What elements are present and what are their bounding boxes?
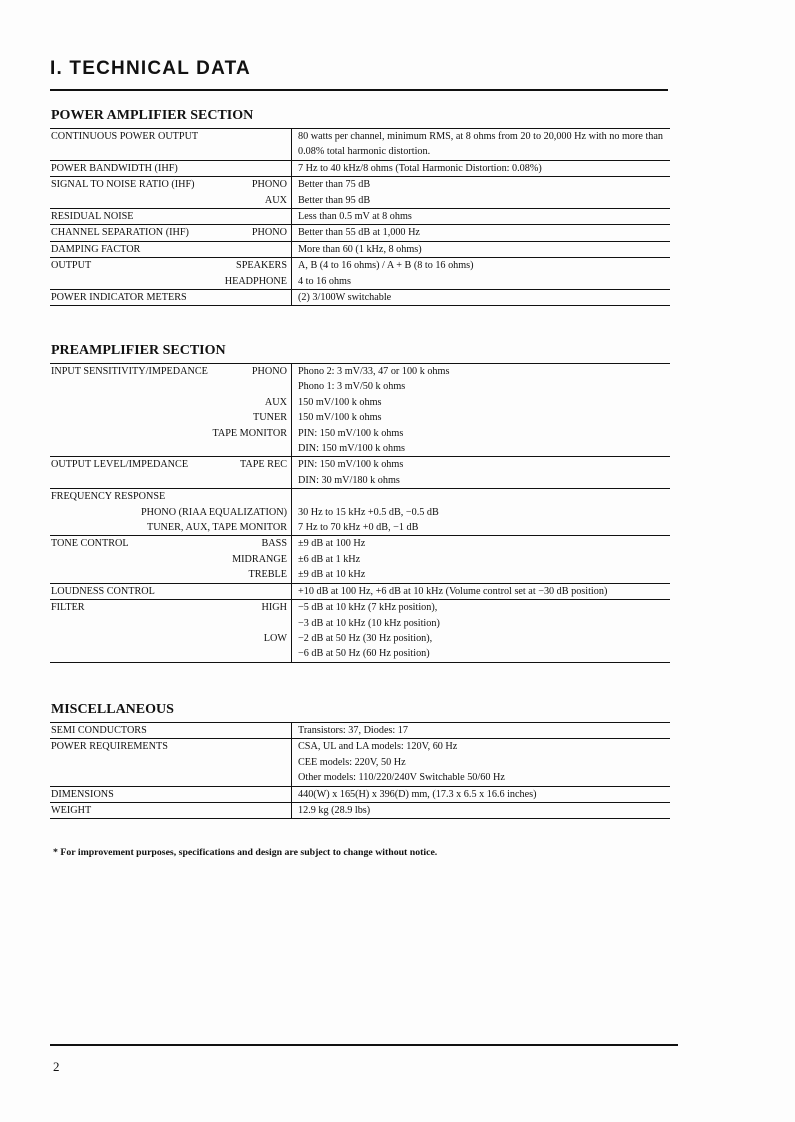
spec-value: Less than 0.5 mV at 8 ohms xyxy=(292,209,671,225)
table-row xyxy=(50,410,670,425)
spec-sublabel: BASS xyxy=(219,536,292,552)
spec-label: DAMPING FACTOR xyxy=(50,241,219,257)
spec-value: 30 Hz to 15 kHz +0.5 dB, −0.5 dB xyxy=(292,505,671,520)
spec-label: INPUT SENSITIVITY/IMPEDANCE xyxy=(50,364,219,380)
spec-value: 80 watts per channel, minimum RMS, at 8 ohms from 20 to 20,000 Hz with no more than 0.08% total harmonic distortion. xyxy=(292,129,671,161)
power-amplifier-section xyxy=(50,108,670,306)
spec-label: OUTPUT xyxy=(50,258,219,274)
spec-sublabel: TUNER, AUX, TAPE MONITOR xyxy=(146,522,287,534)
spec-sublabel xyxy=(219,209,292,225)
table-row xyxy=(50,364,670,380)
spec-sublabel: AUX xyxy=(264,396,287,408)
table-row xyxy=(50,755,670,770)
spec-sublabel xyxy=(219,241,292,257)
spec-label xyxy=(50,274,219,290)
table-row xyxy=(50,616,670,631)
spec-value: More than 60 (1 kHz, 8 ohms) xyxy=(292,241,671,257)
spec-label: POWER INDICATOR METERS xyxy=(50,290,219,306)
table-row xyxy=(50,770,670,786)
spec-value: Better than 95 dB xyxy=(292,193,671,209)
table-row xyxy=(50,379,670,394)
spec-label xyxy=(50,193,219,209)
spec-sublabel xyxy=(219,129,292,161)
spec-sublabel xyxy=(219,723,292,739)
spec-value: A, B (4 to 16 ohms) / A + B (8 to 16 ohms) xyxy=(292,258,671,274)
table-row xyxy=(50,723,670,739)
table-row xyxy=(50,225,670,241)
spec-sublabel xyxy=(219,489,292,505)
table-row xyxy=(50,739,670,755)
spec-value: −6 dB at 50 Hz (60 Hz position) xyxy=(292,646,671,662)
spec-value: DIN: 30 mV/180 k ohms xyxy=(292,473,671,489)
spec-value xyxy=(292,489,671,505)
spec-sublabel: HIGH xyxy=(219,600,292,616)
spec-sublabel: TUNER xyxy=(253,412,287,424)
spec-sublabel xyxy=(219,473,292,489)
table-row xyxy=(50,241,670,257)
spec-value: 7 Hz to 40 kHz/8 ohms (Total Harmonic Distortion: 0.08%) xyxy=(292,160,671,176)
spec-value: 150 mV/100 k ohms xyxy=(292,395,671,410)
spec-table xyxy=(50,363,670,663)
spec-value: PIN: 150 mV/100 k ohms xyxy=(292,457,671,473)
spec-sublabel xyxy=(219,803,292,819)
footer-divider xyxy=(50,1044,678,1046)
spec-label: CHANNEL SEPARATION (IHF) xyxy=(50,225,219,241)
spec-sublabel xyxy=(219,786,292,802)
spec-label: FILTER xyxy=(50,600,219,616)
miscellaneous-section xyxy=(50,702,670,819)
spec-sublabel xyxy=(219,583,292,599)
table-row xyxy=(50,290,670,306)
spec-value: −5 dB at 10 kHz (7 kHz position), xyxy=(292,600,671,616)
spec-sublabel: TAPE REC xyxy=(219,457,292,473)
table-row xyxy=(50,786,670,802)
spec-sublabel: SPEAKERS xyxy=(219,258,292,274)
spec-value: ±6 dB at 1 kHz xyxy=(292,552,671,567)
spec-sublabel: PHONO (RIAA EQUALIZATION) xyxy=(140,506,287,518)
page-title: I. TECHNICAL DATA xyxy=(50,58,251,79)
spec-label xyxy=(50,567,219,583)
spec-value: CEE models: 220V, 50 Hz xyxy=(292,755,671,770)
footnote: * For improvement purposes, specifications and design are subject to change without notice. xyxy=(53,847,438,858)
spec-label xyxy=(50,770,219,786)
table-row xyxy=(50,441,670,457)
spec-label xyxy=(50,379,219,394)
spec-value: Phono 1: 3 mV/50 k ohms xyxy=(292,379,671,394)
table-row xyxy=(50,489,670,505)
section-heading: POWER AMPLIFIER SECTION xyxy=(51,108,254,123)
page-number: 2 xyxy=(53,1059,60,1074)
table-row xyxy=(50,536,670,552)
table-row xyxy=(50,274,670,290)
spec-value: 440(W) x 165(H) x 396(D) mm, (17.3 x 6.5 x 16.6 inches) xyxy=(292,786,671,802)
spec-value: Transistors: 37, Diodes: 17 xyxy=(292,723,671,739)
preamplifier-section xyxy=(50,343,670,663)
spec-sublabel xyxy=(219,290,292,306)
spec-value: 4 to 16 ohms xyxy=(292,274,671,290)
table-row xyxy=(50,520,670,536)
spec-value: Phono 2: 3 mV/33, 47 or 100 k ohms xyxy=(292,364,671,380)
section-heading: MISCELLANEOUS xyxy=(51,702,174,717)
spec-value: Better than 75 dB xyxy=(292,177,671,193)
table-row xyxy=(50,631,670,646)
spec-label xyxy=(50,755,219,770)
spec-label: DIMENSIONS xyxy=(50,786,219,802)
spec-table xyxy=(50,722,670,819)
spec-sublabel: PHONO xyxy=(219,364,292,380)
table-row xyxy=(50,209,670,225)
spec-value: Better than 55 dB at 1,000 Hz xyxy=(292,225,671,241)
spec-label: CONTINUOUS POWER OUTPUT xyxy=(50,129,219,161)
spec-sublabel xyxy=(219,646,292,662)
table-row xyxy=(50,567,670,583)
spec-value: Other models: 110/220/240V Switchable 50/60 Hz xyxy=(292,770,671,786)
spec-label xyxy=(50,395,219,410)
spec-sublabel xyxy=(219,160,292,176)
spec-value: 150 mV/100 k ohms xyxy=(292,410,671,425)
table-row xyxy=(50,803,670,819)
spec-sublabel xyxy=(219,441,292,457)
table-row xyxy=(50,258,670,274)
spec-label: RESIDUAL NOISE xyxy=(50,209,219,225)
table-row xyxy=(50,457,670,473)
table-row xyxy=(50,583,670,599)
spec-label: TONE CONTROL xyxy=(50,536,219,552)
table-row xyxy=(50,426,670,441)
table-row xyxy=(50,505,670,520)
spec-value: 12.9 kg (28.9 lbs) xyxy=(292,803,671,819)
spec-label xyxy=(50,441,219,457)
spec-value: ±9 dB at 10 kHz xyxy=(292,567,671,583)
spec-sublabel: AUX xyxy=(264,194,287,206)
spec-value: CSA, UL and LA models: 120V, 60 Hz xyxy=(292,739,671,755)
table-row xyxy=(50,177,670,193)
spec-sublabel: LOW xyxy=(263,632,287,644)
spec-label: WEIGHT xyxy=(50,803,219,819)
spec-label: SIGNAL TO NOISE RATIO (IHF) xyxy=(50,177,219,193)
spec-sublabel: PHONO xyxy=(219,177,292,193)
spec-label: FREQUENCY RESPONSE xyxy=(50,489,219,505)
spec-label: SEMI CONDUCTORS xyxy=(50,723,219,739)
spec-sublabel xyxy=(219,379,292,394)
spec-sublabel xyxy=(219,616,292,631)
spec-value: ±9 dB at 100 Hz xyxy=(292,536,671,552)
spec-sublabel xyxy=(219,770,292,786)
spec-value: −3 dB at 10 kHz (10 kHz position) xyxy=(292,616,671,631)
spec-table xyxy=(50,128,670,306)
section-heading: PREAMPLIFIER SECTION xyxy=(51,343,226,358)
spec-value: (2) 3/100W switchable xyxy=(292,290,671,306)
spec-label xyxy=(50,473,219,489)
table-row xyxy=(50,193,670,209)
spec-sublabel: MIDRANGE xyxy=(232,553,287,565)
spec-label xyxy=(50,616,219,631)
table-row xyxy=(50,552,670,567)
table-row xyxy=(50,395,670,410)
spec-sublabel xyxy=(219,755,292,770)
table-row xyxy=(50,600,670,616)
spec-value: 7 Hz to 70 kHz +0 dB, −1 dB xyxy=(292,520,671,536)
spec-label xyxy=(50,410,219,425)
spec-label: POWER BANDWIDTH (IHF) xyxy=(50,160,219,176)
spec-label xyxy=(50,552,219,567)
spec-sublabel xyxy=(219,739,292,755)
spec-label: LOUDNESS CONTROL xyxy=(50,583,219,599)
spec-sublabel: TREBLE xyxy=(248,569,287,581)
spec-value: +10 dB at 100 Hz, +6 dB at 10 kHz (Volume control set at −30 dB position) xyxy=(292,583,671,599)
spec-label: POWER REQUIREMENTS xyxy=(50,739,219,755)
table-row xyxy=(50,129,670,161)
table-row xyxy=(50,160,670,176)
title-divider xyxy=(50,89,668,91)
spec-label: OUTPUT LEVEL/IMPEDANCE xyxy=(50,457,219,473)
spec-sublabel: PHONO xyxy=(219,225,292,241)
spec-sublabel: HEADPHONE xyxy=(224,275,287,287)
spec-value: PIN: 150 mV/100 k ohms xyxy=(292,426,671,441)
spec-sublabel: TAPE MONITOR xyxy=(212,427,287,439)
table-row xyxy=(50,473,670,489)
spec-label xyxy=(50,646,219,662)
spec-value: DIN: 150 mV/100 k ohms xyxy=(292,441,671,457)
spec-value: −2 dB at 50 Hz (30 Hz position), xyxy=(292,631,671,646)
table-row xyxy=(50,646,670,662)
spec-label xyxy=(50,631,219,646)
